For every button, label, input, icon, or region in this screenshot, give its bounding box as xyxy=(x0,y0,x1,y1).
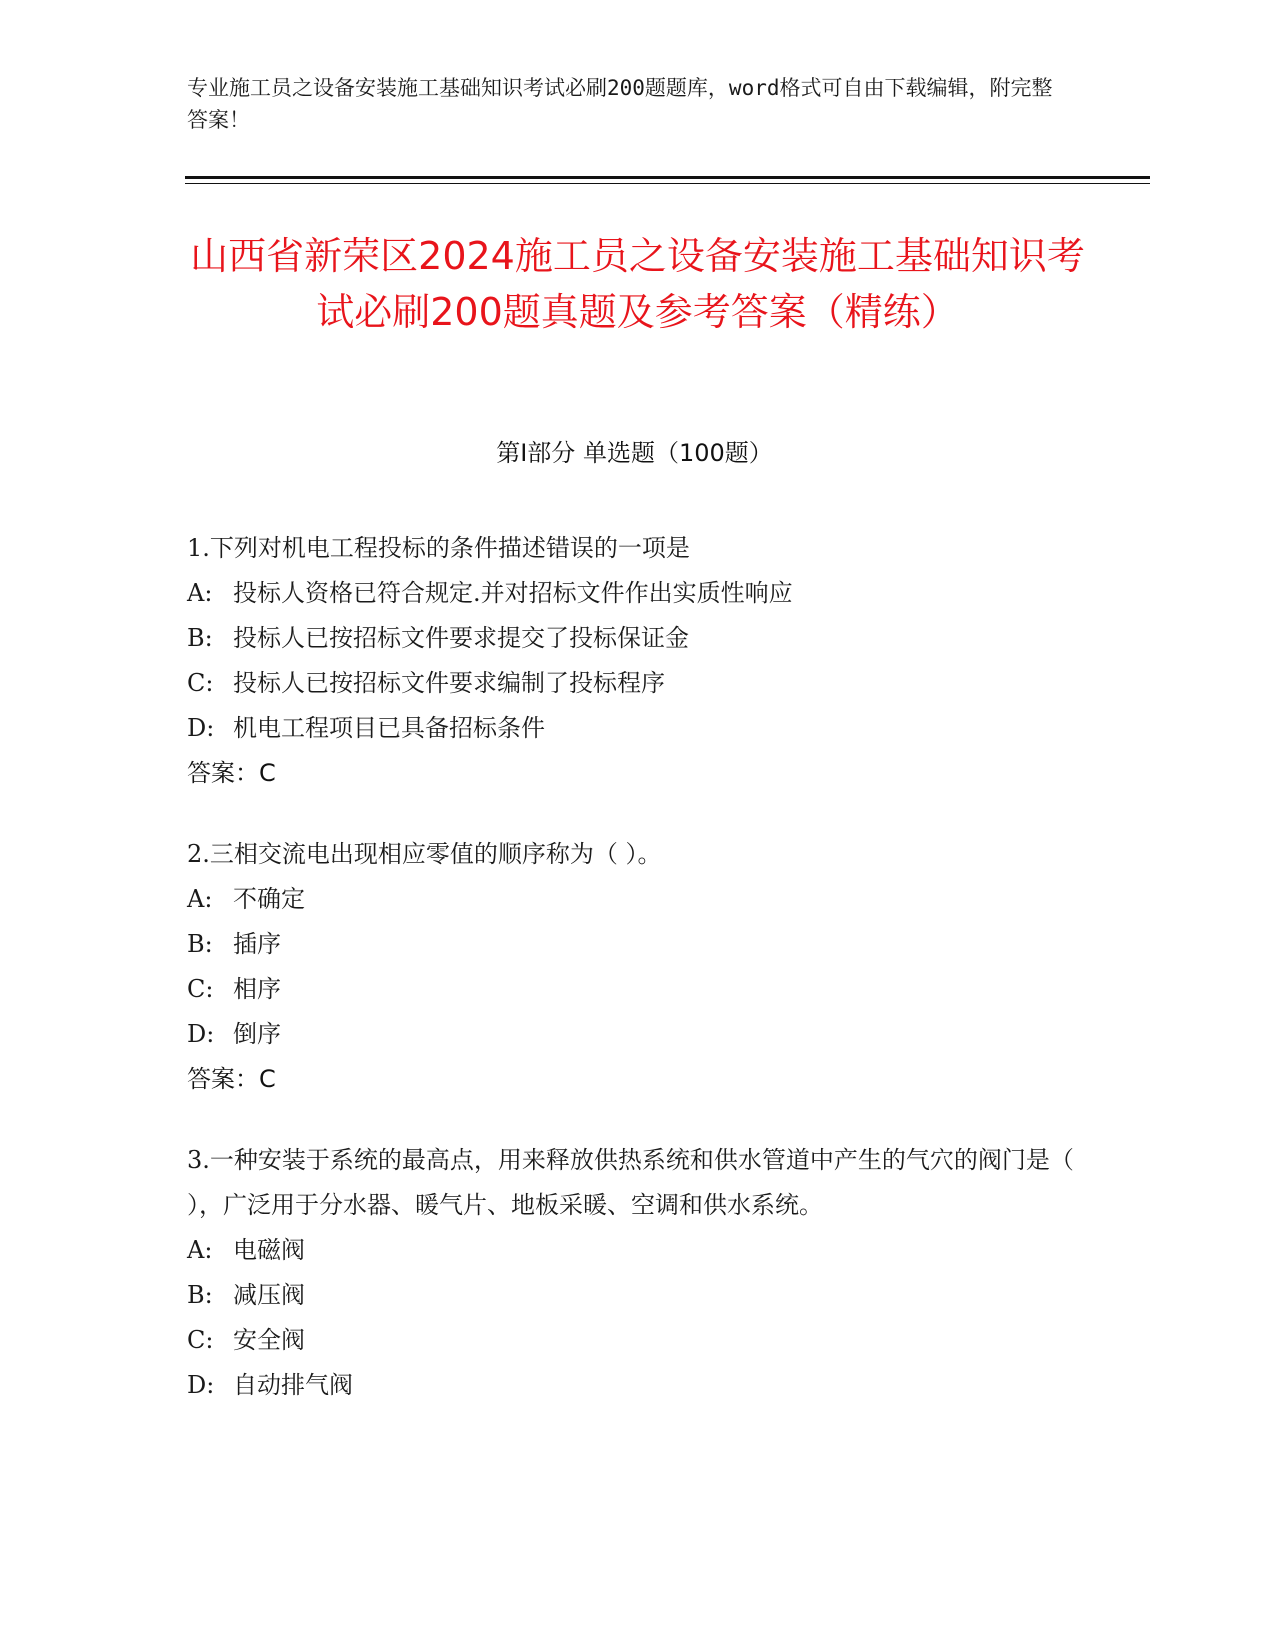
option-d xyxy=(187,1012,1077,1057)
question-2 xyxy=(187,832,1077,1102)
question-stem: 1.下列对机电工程投标的条件描述错误的一项是 xyxy=(187,534,690,562)
option-key: A: xyxy=(187,885,213,913)
option-text: 投标人资格已符合规定.并对招标文件作出实质性响应 xyxy=(233,579,793,607)
option-text: 插序 xyxy=(233,930,281,958)
option-text: 不确定 xyxy=(233,885,305,913)
option-key: D: xyxy=(187,1020,215,1048)
header-rule-thin xyxy=(185,183,1150,184)
answer-line: 答案：C xyxy=(187,1065,276,1093)
option-key: C: xyxy=(187,669,214,697)
option-c xyxy=(187,661,1077,706)
answer-line: 答案：C xyxy=(187,759,276,787)
question-stem: 3.一种安装于系统的最高点，用来释放供热系统和供水管道中产生的气穴的阀门是（ ），广泛用于分水器、暖气片、地板采暖、空调和供水系统。 xyxy=(187,1146,1074,1219)
option-b xyxy=(187,922,1077,967)
section-title: 第Ⅰ部分 单选题（100题） xyxy=(496,439,773,467)
option-b xyxy=(187,616,1077,661)
option-key: B: xyxy=(187,930,213,958)
option-text: 自动排气阀 xyxy=(233,1371,353,1399)
option-a xyxy=(187,877,1077,922)
question-3 xyxy=(187,1138,1077,1408)
option-key: A: xyxy=(187,579,213,607)
option-c xyxy=(187,1318,1077,1363)
option-text: 电磁阀 xyxy=(233,1236,305,1264)
document-title: 山西省新荣区2024施工员之设备安装施工基础知识考试必刷200题真题及参考答案（精练） xyxy=(190,234,1085,334)
option-text: 投标人已按招标文件要求提交了投标保证金 xyxy=(233,624,689,652)
header-note: 专业施工员之设备安装施工基础知识考试必刷200题题库，word格式可自由下载编辑，附完整答案！ xyxy=(187,76,1053,132)
option-a xyxy=(187,571,1077,616)
option-key: C: xyxy=(187,1326,214,1354)
option-key: B: xyxy=(187,1281,213,1309)
option-d xyxy=(187,1363,1077,1408)
question-stem: 2.三相交流电出现相应零值的顺序称为（ ）。 xyxy=(187,840,662,868)
option-text: 机电工程项目已具备招标条件 xyxy=(233,714,545,742)
option-key: B: xyxy=(187,624,213,652)
option-text: 倒序 xyxy=(233,1020,281,1048)
option-key: A: xyxy=(187,1236,213,1264)
option-text: 投标人已按招标文件要求编制了投标程序 xyxy=(233,669,665,697)
question-1 xyxy=(187,526,1077,796)
option-text: 安全阀 xyxy=(233,1326,305,1354)
option-d xyxy=(187,706,1077,751)
option-key: D: xyxy=(187,714,215,742)
option-text: 相序 xyxy=(233,975,281,1003)
question-list xyxy=(187,526,1077,1444)
option-b xyxy=(187,1273,1077,1318)
option-text: 减压阀 xyxy=(233,1281,305,1309)
header-rule-thick xyxy=(185,176,1150,179)
option-key: D: xyxy=(187,1371,215,1399)
option-key: C: xyxy=(187,975,214,1003)
option-c xyxy=(187,967,1077,1012)
option-a xyxy=(187,1228,1077,1273)
